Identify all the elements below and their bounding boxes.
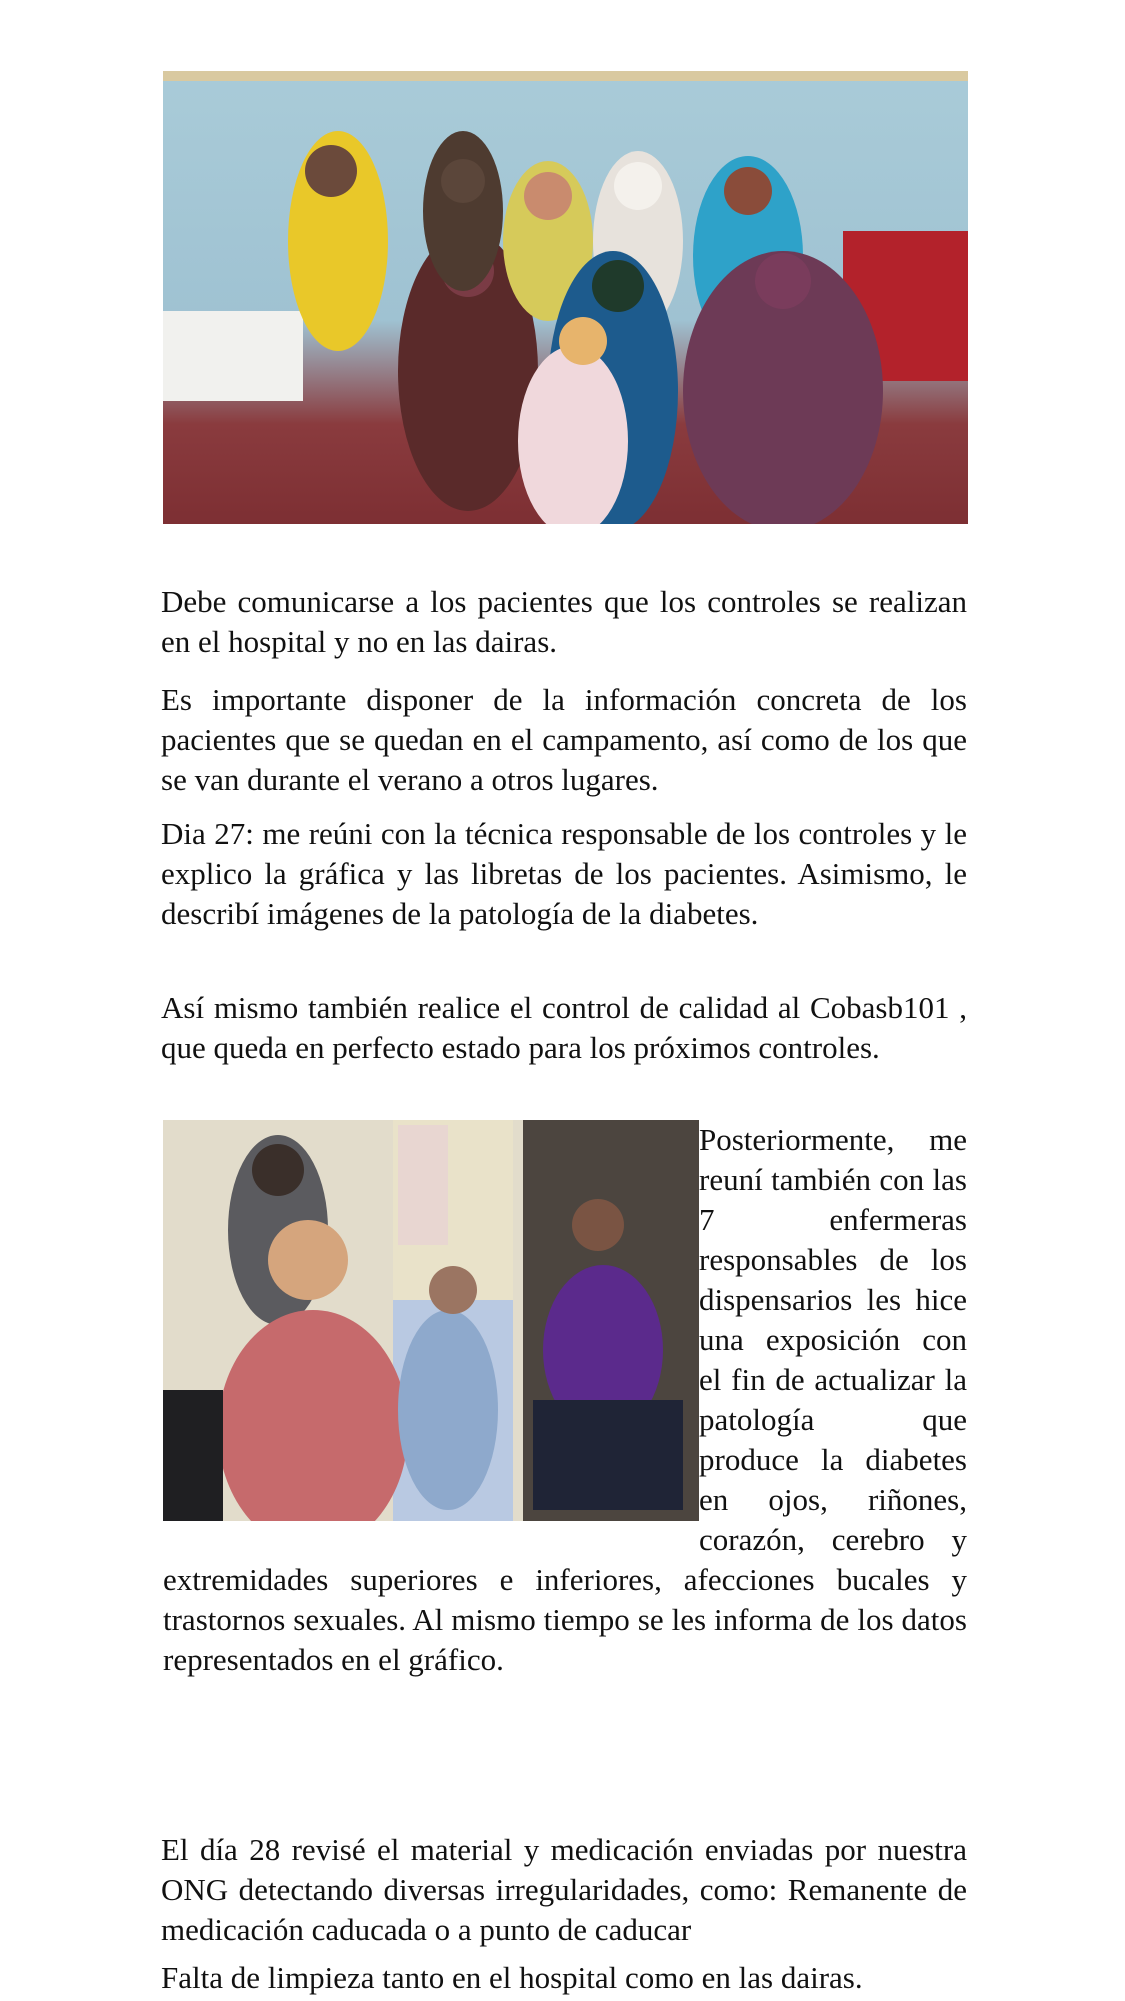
paragraph-4: Así mismo también realice el control de calidad al Cobasb101 , que queda en perfecto estado para los próximos controles.: [161, 990, 967, 1065]
paragraph-1: Debe comunicarse a los pacientes que los controles se realizan en el hospital y no en las dairas.: [161, 584, 967, 659]
clinic-photo-icon: [163, 1120, 699, 1521]
clinic-photo: [163, 1120, 699, 1521]
group-photo: [163, 71, 968, 524]
paragraph-2: Es importante disponer de la información concreta de los pacientes que se quedan en el campamento, así como de los que se van durante el verano a otros lugares.: [161, 682, 967, 797]
paragraph-6: El día 28 revisé el material y medicación enviadas por nuestra ONG detectando diversas irregularidades, como: Remanente de medicación caducada o a punto de caducar: [161, 1832, 967, 1947]
paragraph-7: Falta de limpieza tanto en el hospital como en las dairas.: [161, 1960, 863, 1995]
photo-with-text-block: [163, 1120, 967, 1680]
paragraph-3: Dia 27: me reúni con la técnica responsable de los controles y le explico la gráfica y las libretas de los pacientes. Asimismo, le describí imágenes de la patología de la diabetes.: [161, 816, 967, 931]
paragraph-5: Posteriormente, me reuní también con las 7 enfermeras responsables de los dispensarios les hice una exposición con el fin de actualizar la patología que produce la diabetes en ojos, riñones, corazón, cerebro y extremidades superiores e inferiores, afecciones bucales y trastornos sexuales. Al mismo tiempo se les informa de los datos representados en el gráfico.: [163, 1122, 967, 1677]
group-photo-icon: [163, 71, 968, 524]
